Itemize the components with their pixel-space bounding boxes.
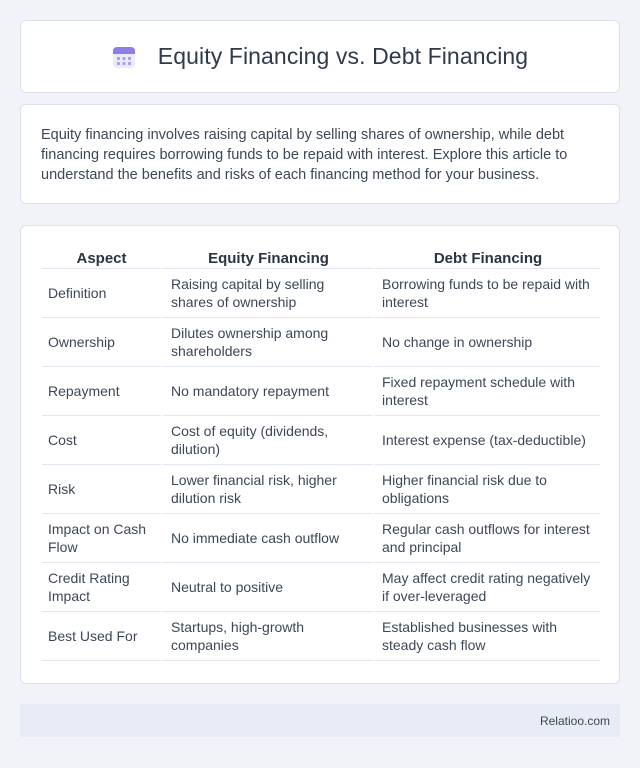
comparison-table (42, 246, 600, 661)
page-title: Equity Financing vs. Debt Financing (157, 43, 529, 69)
cell-equity: Neutral to positive (161, 563, 372, 612)
table-header-row (42, 246, 600, 269)
cell-debt: No change in ownership (372, 318, 600, 367)
cell-aspect: Cost (42, 416, 161, 465)
cell-equity: Lower financial risk, higher dilution risk (161, 465, 372, 514)
footer-brand[interactable]: Relatioo.com (539, 713, 610, 728)
calendar-icon (112, 45, 136, 69)
cell-aspect: Risk (42, 465, 161, 514)
cell-aspect: Repayment (42, 367, 161, 416)
cell-aspect: Impact on Cash Flow (42, 514, 161, 563)
cell-equity: Cost of equity (dividends, dilution) (161, 416, 372, 465)
header-aspect: Aspect (42, 246, 161, 269)
table-row (42, 416, 600, 465)
table-row (42, 465, 600, 514)
table-row (42, 612, 600, 661)
header-equity: Equity Financing (161, 246, 372, 269)
cell-aspect: Best Used For (42, 612, 161, 661)
table-row (42, 367, 600, 416)
header-debt: Debt Financing (372, 246, 600, 269)
cell-aspect: Ownership (42, 318, 161, 367)
cell-debt: Regular cash outflows for interest and principal (372, 514, 600, 563)
cell-aspect: Definition (42, 269, 161, 318)
cell-equity: No immediate cash outflow (161, 514, 372, 563)
table-row (42, 269, 600, 318)
cell-debt: May affect credit rating negatively if over-leveraged (372, 563, 600, 612)
cell-debt: Higher financial risk due to obligations (372, 465, 600, 514)
cell-debt: Borrowing funds to be repaid with interest (372, 269, 600, 318)
title-card (20, 20, 620, 93)
cell-equity: Dilutes ownership among shareholders (161, 318, 372, 367)
cell-equity: Raising capital by selling shares of ownership (161, 269, 372, 318)
table-row (42, 514, 600, 563)
comparison-table-card (20, 225, 620, 684)
intro-text: Equity financing involves raising capital by selling shares of ownership, while debt financing requires borrowing funds to be repaid with interest. Explore this article to understand the benefits and risks of each financing method for your business. (41, 127, 568, 183)
cell-debt: Fixed repayment schedule with interest (372, 367, 600, 416)
cell-equity: Startups, high-growth companies (161, 612, 372, 661)
cell-debt: Interest expense (tax-deductible) (372, 416, 600, 465)
intro-card (20, 104, 620, 204)
cell-debt: Established businesses with steady cash flow (372, 612, 600, 661)
cell-aspect: Credit Rating Impact (42, 563, 161, 612)
table-row (42, 318, 600, 367)
table-row (42, 563, 600, 612)
footer (20, 704, 620, 737)
cell-equity: No mandatory repayment (161, 367, 372, 416)
